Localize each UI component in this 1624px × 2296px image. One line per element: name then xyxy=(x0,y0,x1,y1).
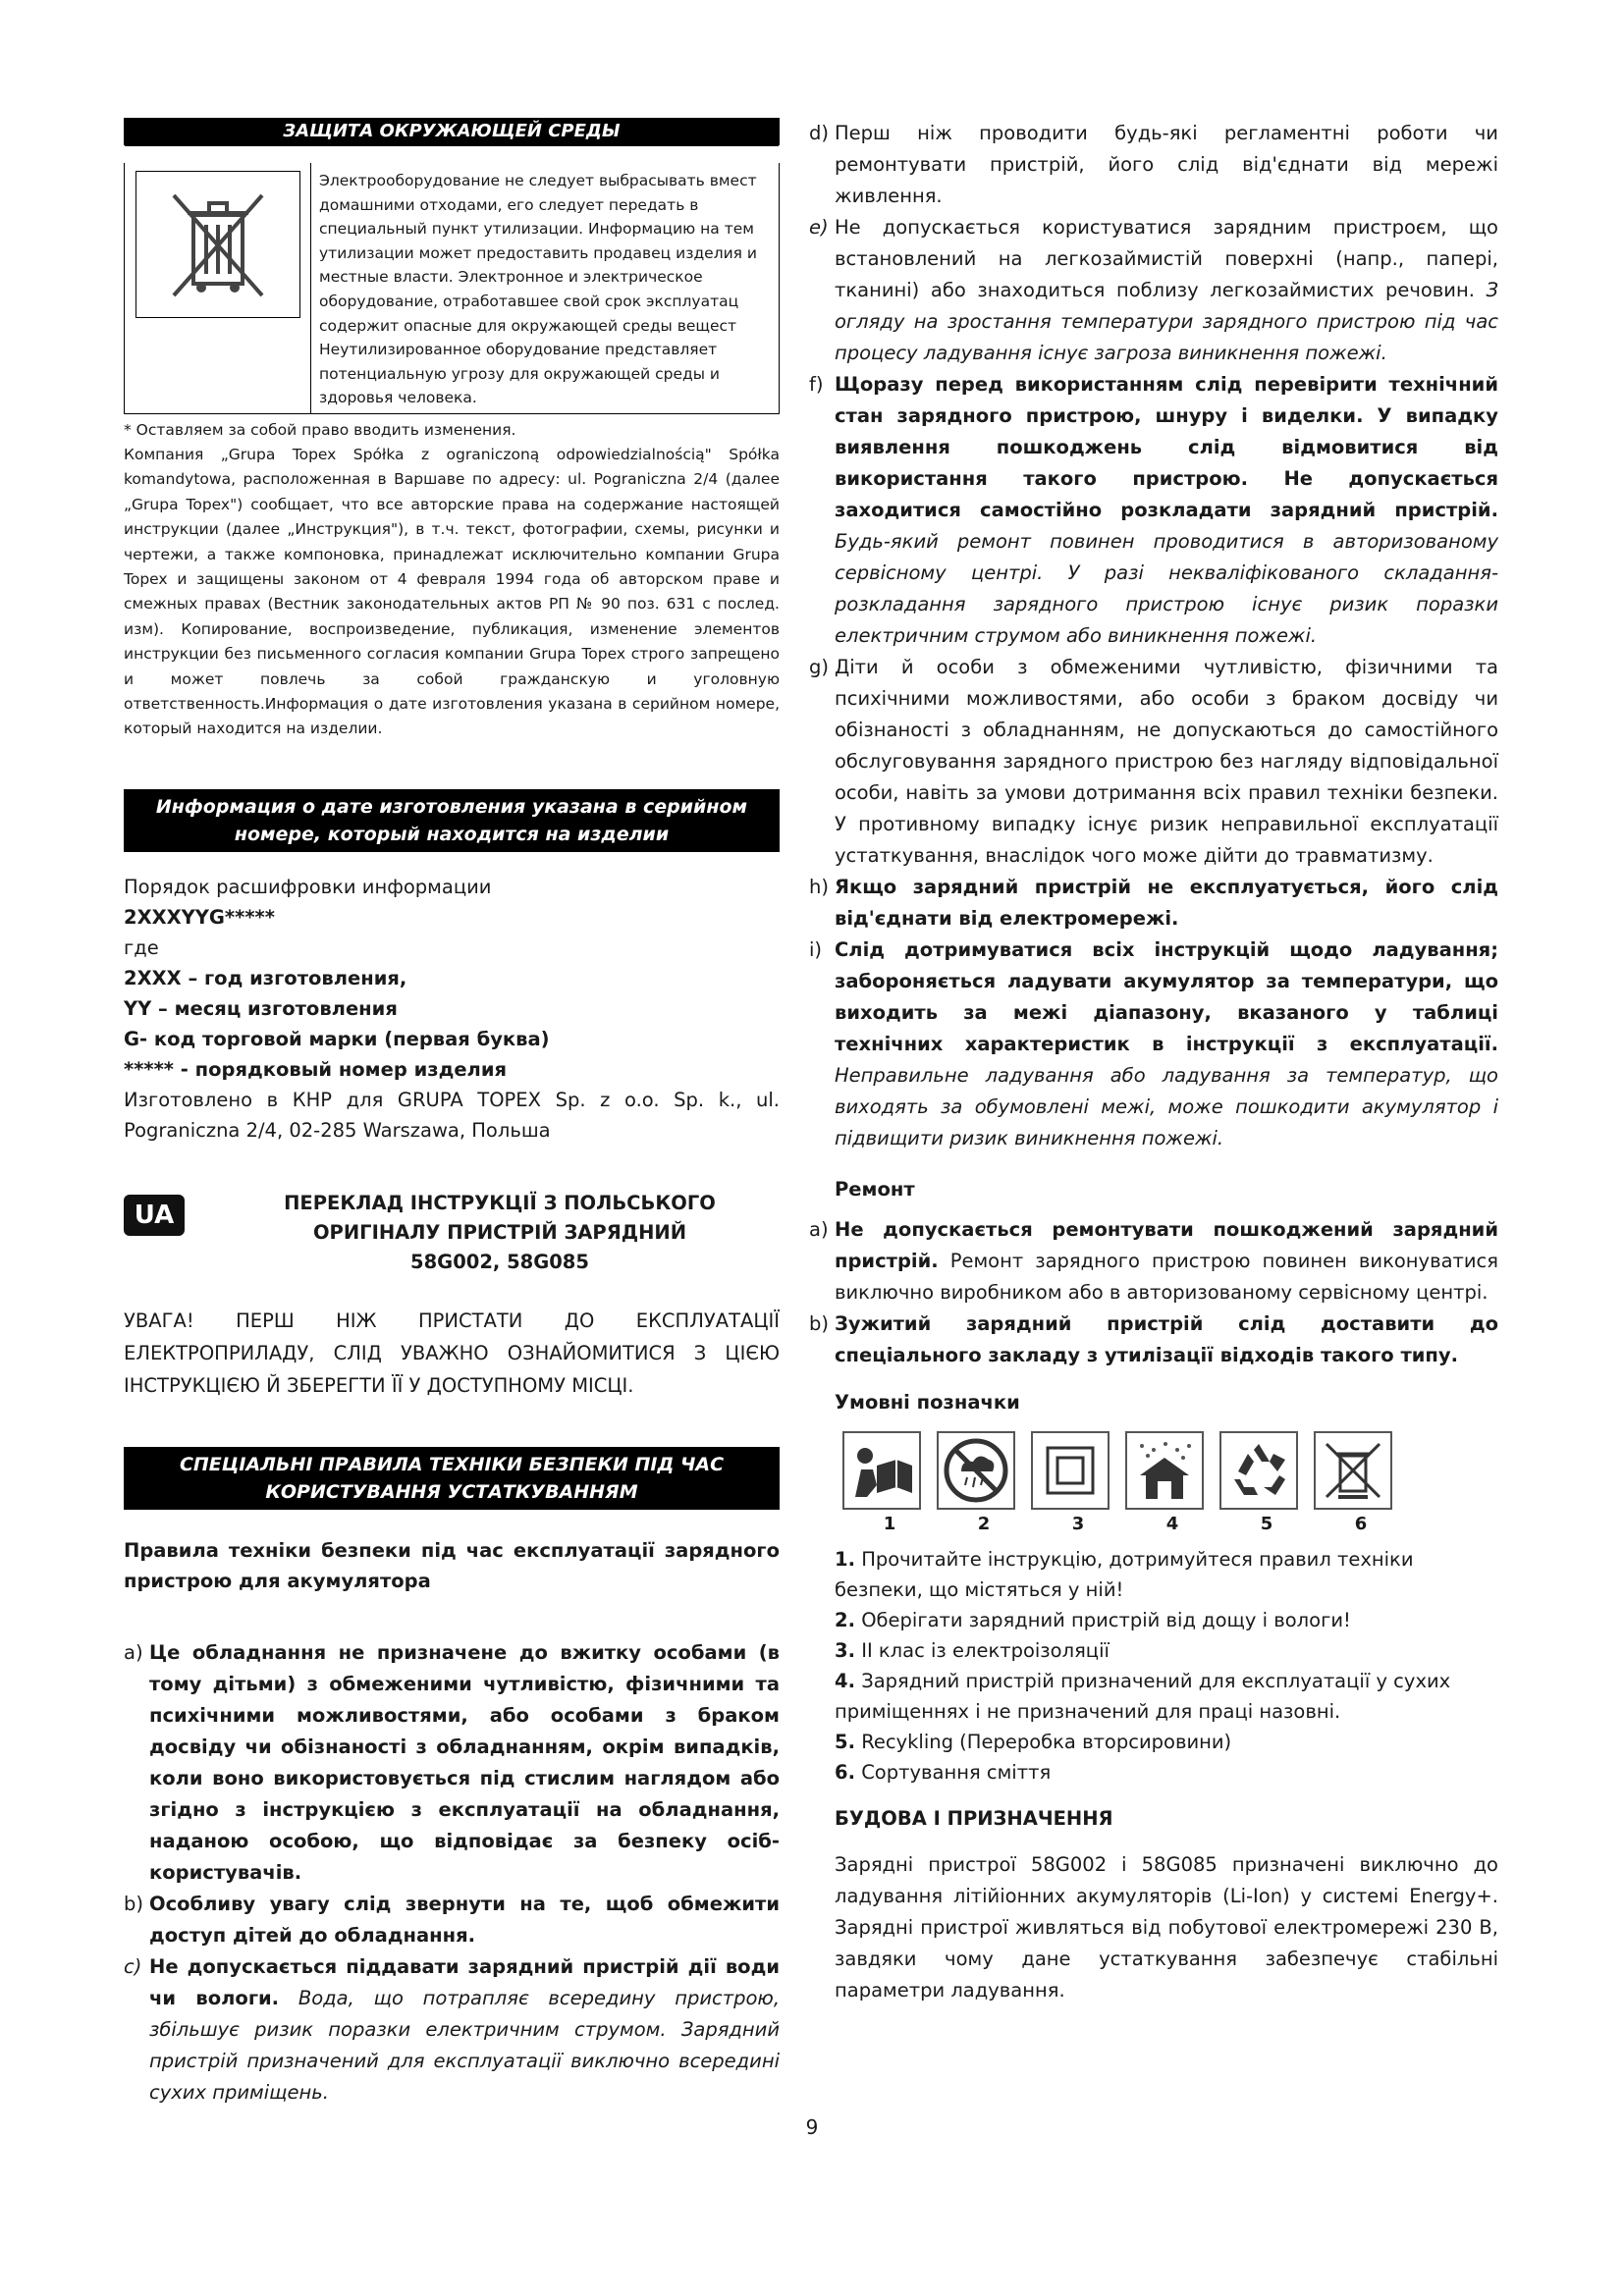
legend-item: 4. Зарядний пристрій призначений для експлуатації у сухих приміщеннях і не призначений для праці назовні. xyxy=(835,1670,1451,1723)
legend-item: 5. Recykling (Переробка вторсировини) xyxy=(835,1731,1232,1753)
safety-item-c: c) Не допускається піддавати зарядний пристрій дії води чи вологи. Вода, що потрапляє всередину пристрою, збільшує ризик поразки електричним струмом. Зарядний пристрій призначений для експлуатації виключно всередині сухих приміщень. xyxy=(124,1954,781,2104)
right-column xyxy=(809,118,1498,2006)
env-box xyxy=(124,163,780,414)
legend-list xyxy=(835,1544,1498,1788)
month-info: YY – месяц изготовления xyxy=(124,996,398,1020)
legend-header: Умовні позначки xyxy=(835,1391,1020,1414)
ua-title: ПЕРЕКЛАД ІНСТРУКЦІЇ З ПОЛЬСЬКОГО ОРИГІНАЛУ ПРИСТРІЙ ЗАРЯДНИЙ 58G002, 58G085 xyxy=(284,1191,716,1273)
where-label: где xyxy=(124,935,159,959)
sorting-bin-icon xyxy=(1314,1431,1392,1510)
safety-subheader: Правила техніки безпеки під час експлуатації зарядного пристрою для акумулятора xyxy=(124,1538,780,1592)
env-header: ЗАЩИТА ОКРУЖАЮЩЕЙ СРЕДЫ xyxy=(124,118,780,145)
safety-item-a: a) Це обладнання не призначене до вжитку особами (в тому дітьми) з обмеженими чутливістю, фізичними та психічними можливостями, або особами з браком досвіду чи обізнаності з обладнанням, окрім випадків, коли воно використовується під стислим наглядом або згідно з інструкцією з експлуатації на обладнання, наданою особою, що відповідає за безпеку осіб-користувачів. xyxy=(124,1640,780,1884)
safety-item-f: f) Щоразу перед використанням слід перевірити технічний стан зарядного пристрою, шнуру і виделки. У випадку виявлення пошкоджень слід відмовитися від використання такого пристрою. Не допускається заходитися самостійно розкладати зарядний пристрій. Будь-який ремонт повинен проводитися в авторизованому сервісному центрі. У разі некваліфікованого складання-розкладання зарядного пристрою існує ризик поразки електричним струмом або виникнення пожежі. xyxy=(809,373,1498,647)
safety-item-b: b) Особливу увагу слід звернути на те, щоб обмежити доступ дітей до обладнання. xyxy=(124,1892,780,1947)
brand-info: G- код торговой марки (первая буква) xyxy=(124,1027,550,1050)
no-rain-icon xyxy=(937,1431,1015,1510)
ua-title-row xyxy=(124,1189,780,1277)
ua-badge: UA xyxy=(124,1195,185,1236)
safety-item-d: d) Перш ніж проводити будь-які регламентні роботи чи ремонтувати пристрій, його слід від'єднати від мережі живлення. xyxy=(809,122,1498,207)
legend-icons xyxy=(842,1431,1498,1510)
repair-item-a: a) Не допускається ремонтувати пошкоджений зарядний пристрій. Ремонт зарядного пристрою повинен виконуватися виключно виробником або в авторизованому сервісному центрі. xyxy=(809,1218,1498,1304)
safety-item-g: g) Діти й особи з обмеженими чутливістю, фізичними та психічними можливостями, або особи з браком досвіду чи обізнаності з обладнанням, не допускаються до самостійного обслуговування зарядного пристрою без нагляду відповідальної особи, навіть за умови дотримання всіх правил техніки безпеки. У противному випадку існує ризик неправильної експлуатації устаткування, внаслідок чого може дійти до травматизму. xyxy=(809,656,1498,867)
crossed-bin-icon xyxy=(135,171,300,318)
safety-item-e: e) Не допускається користуватися зарядним пристроєм, що встановлений на легкозаймистій поверхні (напр., папері, тканині) або знаходиться поблизу легкозаймистих речовин. З огляду на зростання температури зарядного пристрою під час процесу ладування існує загроза виникнення пожежі. xyxy=(809,216,1499,364)
repair-item-b: b) Зужитий зарядний пристрій слід доставити до спеціального закладу з утилізації відходів такого типу. xyxy=(809,1312,1498,1366)
safety-item-h: h) Якщо зарядний пристрій не експлуатується, його слід від'єднати від електромережі. xyxy=(809,876,1498,930)
indoor-use-icon xyxy=(1125,1431,1204,1510)
legend-item: 2. Оберігати зарядний пристрій від дощу і вологи! xyxy=(835,1609,1351,1631)
class-ii-insulation-icon xyxy=(1031,1431,1110,1510)
date-info-header: Информация о дате изготовления указана в серийном номере, который находится на изделии xyxy=(124,789,780,852)
safety-header: СПЕЦІАЛЬНІ ПРАВИЛА ТЕХНІКИ БЕЗПЕКИ ПІД ЧАС КОРИСТУВАННЯ УСТАТКУВАННЯМ xyxy=(124,1447,780,1510)
serial-info: ***** - порядковый номер изделия xyxy=(124,1057,508,1081)
page-number: 9 xyxy=(805,2115,819,2139)
serial-code: 2XXXYYG***** xyxy=(124,905,275,929)
manufacturer-info: Изготовлено в КНР для GRUPA TOPEX Sp. z o.o. Sp. k., ul. Pograniczna 2/4, 02-285 Warszawa, Польша xyxy=(124,1088,780,1142)
env-text: Электрооборудование не следует выбрасывать вмест домашними отходами, его следует передать в специальный пункт утилизации. Информацию на тем утилизации может предоставить продавец изделия и местные власти. Электронное и электрическое оборудование, отработавшее свой срок эксплуатац содержит опасные для окружающей среды вещест Неутилизированное оборудование представляет потенциальную угрозу для окружающей среды и здоровья человека. xyxy=(319,172,758,407)
safety-item-i: i) Слід дотримуватися всіх інструкцій щодо ладування; забороняється ладувати акумулятор за температури, що виходить за межі діапазону, вказаного у таблиці технічних характеристик в інструкції з експлуатації. Неправильне ладування або ладування за температур, що виходять за обумовлені межі, може пошкодити акумулятор і підвищити ризик виникнення пожежі. xyxy=(809,938,1498,1149)
changes-note: * Оставляем за собой право вводить изменения. xyxy=(124,421,516,439)
year-info: 2XXX – год изготовления, xyxy=(124,966,407,989)
env-icon-cell xyxy=(125,163,311,413)
repair-header: Ремонт xyxy=(835,1178,915,1201)
legend-item: 6. Сортування сміття xyxy=(835,1761,1052,1784)
recycling-icon xyxy=(1219,1431,1298,1510)
read-manual-icon xyxy=(842,1431,921,1510)
design-text: Зарядні пристрої 58G002 і 58G085 призначені виключно до ладування літійіонних акумуляторів (Li-Ion) у системі Energy+. Зарядні пристрої живляться від побутової електромережі 230 В, завдяки чому дане устаткування забезпечує стабільні параметри ладування. xyxy=(835,1853,1498,2002)
decode-intro: Порядок расшифровки информации xyxy=(124,875,492,898)
legend-item: 1. Прочитайте інструкцію, дотримуйтеся правил техніки безпеки, що містяться у ній! xyxy=(835,1548,1414,1601)
design-header: БУДОВА І ПРИЗНАЧЕННЯ xyxy=(835,1807,1113,1830)
legend-item: 3. II клас із електроізоляції xyxy=(835,1639,1110,1662)
left-column xyxy=(124,118,780,2109)
copyright-text: Компания „Grupa Topex Spółka z ograniczoną odpowiedzialnością" Spółka komandytowa, расположенная в Варшаве по адресу: ul. Pograniczna 2/4 (далее „Grupa Topex") сообщает, что все авторские права на содержание настоящей инструкции (далее „Инструкция"), в т.ч. текст, фотографии, схемы, рисунки и чертежи, а также компоновка, принадлежат исключительно компании Grupa Topex и защищены законом от 4 февраля 1994 года об авторском праве и смежных правах (Вестник законодательных актов РП № 90 поз. 631 с послед. изм). Копирование, воспроизведение, публикация, изменение элементов инструкции без письменного согласия компании Grupa Topex строго запрещено и может повлечь за собой гражданскую и уголовную ответственность.Информация о дате изготовления указана в серийном номере, который находится на изделии. xyxy=(124,446,780,738)
legend-icon-numbers: 1 2 3 4 5 6 xyxy=(883,1514,1368,1534)
ua-warning: УВАГА! ПЕРШ НІЖ ПРИСТАТИ ДО ЕКСПЛУАТАЦІЇ ЕЛЕКТРОПРИЛАДУ, СЛІД УВАЖНО ОЗНАЙОМИТИСЯ З ЦІЄЮ ІНСТРУКЦІЄЮ Й ЗБЕРЕГТИ ЇЇ У ДОСТУПНОМУ МІСЦІ. xyxy=(124,1308,780,1397)
